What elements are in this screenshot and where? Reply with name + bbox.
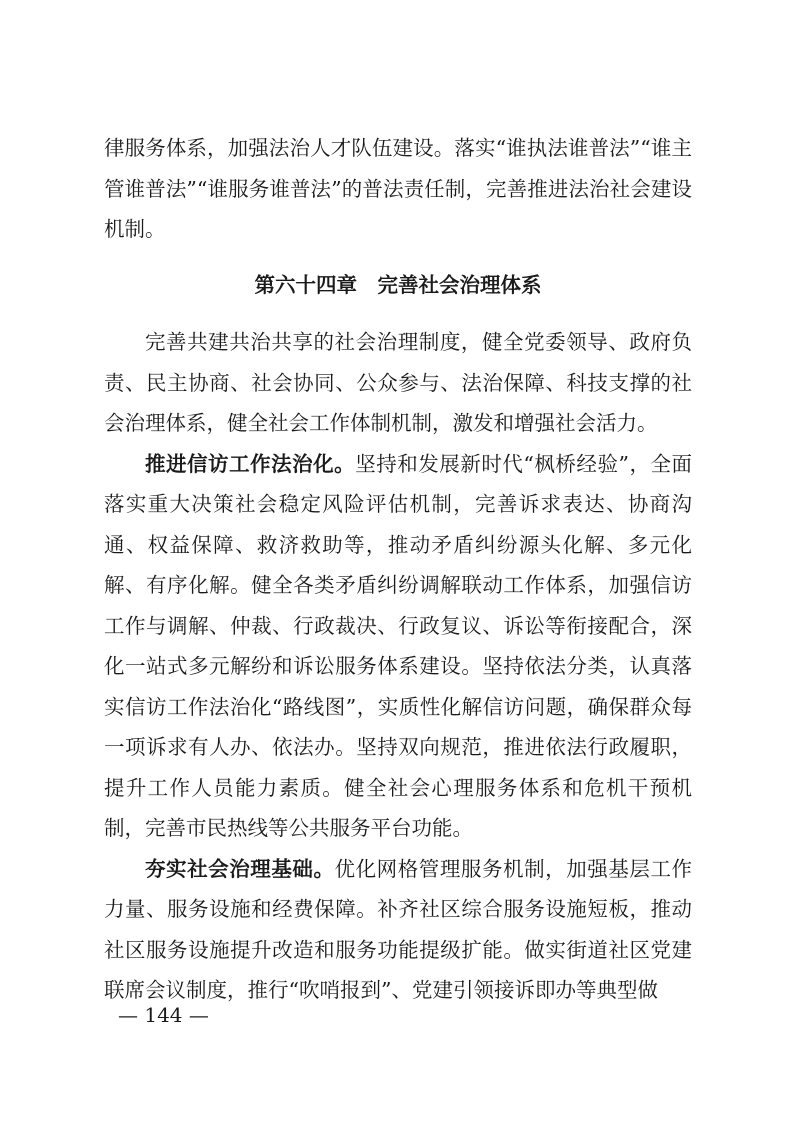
chapter-title: 第六十四章 完善社会治理体系 xyxy=(254,273,542,297)
section-paragraph-foundation xyxy=(104,849,692,1011)
continued-paragraph-block xyxy=(104,128,692,250)
section-paragraph-petition xyxy=(104,444,692,849)
continued-paragraph: 律服务体系，加强法治人才队伍建设。落实“谁执法谁普法”“谁主管谁普法”“谁服务谁普法”的普法责任制，完善推进法治社会建设机制。 xyxy=(104,136,692,241)
page-number: — 144 — xyxy=(118,1003,209,1027)
section-heading-foundation: 夯实社会治理基础。 xyxy=(145,856,335,881)
section-body-foundation: 优化网格管理服务机制，加强基层工作力量、服务设施和经费保障。补齐社区综合服务设施短板，推动社区服务设施提升改造和服务功能提级扩能。做实街道社区党建联席会议制度，推行“吹哨报到”、党建引领接诉即办等典型做 xyxy=(104,856,693,1002)
section-heading-petition: 推进信访工作法治化。 xyxy=(145,451,356,476)
section-body-petition: 坚持和发展新时代“枫桥经验”，全面落实重大决策社会稳定风险评估机制，完善诉求表达、协商沟通、权益保障、救济救助等，推动矛盾纠纷源头化解、多元化解、有序化解。健全各类矛盾纠纷调解联动工作体系，加强信访工作与调解、仲裁、行政裁决、行政复议、诉讼等衔接配合，深化一站式多元解纷和诉讼服务体系建设。坚持依法分类，认真落实信访工作法治化“路线图”，实质性化解信访问题，确保群众每一项诉求有人办、依法办。坚持双向规范，推进依法行政履职，提升工作人员能力素质。健全社会心理服务体系和危机干预机制，完善市民热线等公共服务平台功能。 xyxy=(104,451,693,840)
intro-paragraph: 完善共建共治共享的社会治理制度，健全党委领导、政府负责、民主协商、社会协同、公众参与、法治保障、科技支撑的社会治理体系，健全社会工作体制机制，激发和增强社会活力。 xyxy=(104,330,692,435)
body-text-block xyxy=(104,322,692,1011)
